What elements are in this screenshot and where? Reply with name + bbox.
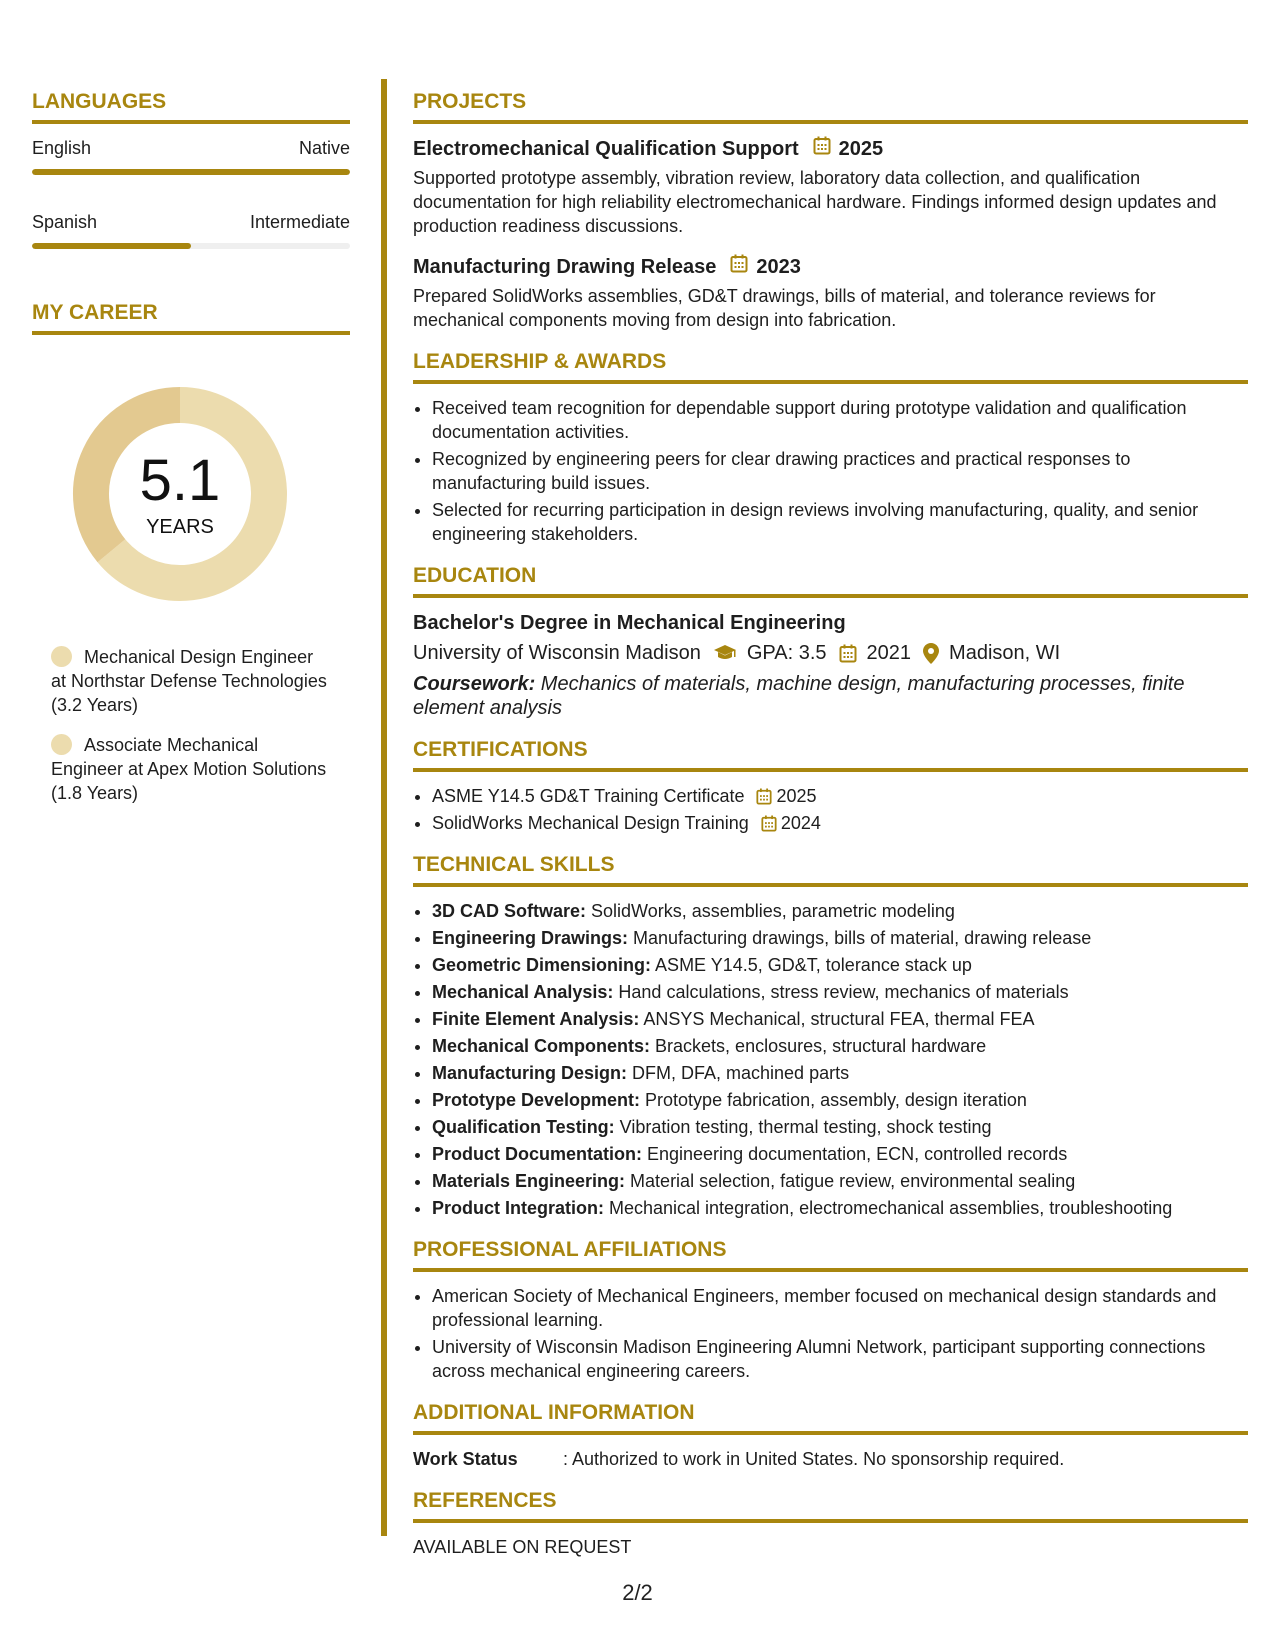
proficiency-fill xyxy=(32,243,191,249)
school-name: University of Wisconsin Madison xyxy=(413,642,701,664)
career-role xyxy=(51,645,331,717)
list-item xyxy=(432,1142,1248,1166)
proficiency-bar xyxy=(32,169,350,175)
career-role-text: Associate Mechanical Engineer at Apex Motion Solutions (1.8 Years) xyxy=(51,735,327,803)
coursework-label: Coursework: xyxy=(413,673,536,695)
skill-value: DFM, DFA, machined parts xyxy=(627,1063,850,1083)
work-status-row xyxy=(413,1447,1248,1471)
project-name: Manufacturing Drawing Release xyxy=(413,256,717,278)
skill-label: Qualification Testing: xyxy=(432,1117,615,1137)
career-legend xyxy=(51,645,331,805)
project-item xyxy=(413,254,1248,332)
location-pin-icon xyxy=(923,643,939,664)
list-item xyxy=(432,1169,1248,1193)
cert-year: 2024 xyxy=(780,813,821,833)
project-name: Electromechanical Qualification Support xyxy=(413,138,799,160)
list-item xyxy=(432,926,1248,950)
project-description: Prepared SolidWorks assemblies, GD&T drawings, bills of material, and tolerance reviews for mechanical components moving from design into fabrication. xyxy=(413,286,1156,330)
certifications-section xyxy=(413,736,1248,835)
skill-value: Prototype fabrication, assembly, design iteration xyxy=(640,1090,1027,1110)
proficiency-fill xyxy=(32,169,350,175)
list-item xyxy=(432,1061,1248,1085)
skill-value: ANSYS Mechanical, structural FEA, thermal FEA xyxy=(639,1009,1035,1029)
graduation-year: 2021 xyxy=(866,642,912,664)
left-column xyxy=(32,88,350,821)
project-year: 2023 xyxy=(756,256,801,278)
affiliations-title: PROFESSIONAL AFFILIATIONS xyxy=(413,1236,1248,1272)
affiliations-section xyxy=(413,1236,1248,1383)
skills-section xyxy=(413,851,1248,1220)
references-title: REFERENCES xyxy=(413,1487,1248,1523)
language-level: Intermediate xyxy=(249,212,350,232)
skill-label: 3D CAD Software: xyxy=(432,901,587,921)
leadership-list xyxy=(413,396,1248,546)
work-status-label: Work Status xyxy=(413,1449,518,1469)
career-donut-chart xyxy=(65,379,295,609)
calendar-icon xyxy=(839,644,857,663)
certifications-list xyxy=(413,784,1248,835)
references-text: AVAILABLE ON REQUEST xyxy=(413,1537,632,1557)
additional-section xyxy=(413,1399,1248,1471)
list-item: • University of Wisconsin Madison Engineering Alumni Network, participant supporting connections across mechanical engineering careers. xyxy=(432,1335,1248,1383)
skill-label: Engineering Drawings: xyxy=(432,928,629,948)
skills-title: TECHNICAL SKILLS xyxy=(413,851,1248,887)
language-name: English xyxy=(32,138,92,158)
proficiency-bar xyxy=(32,243,350,249)
skill-value: Engineering documentation, ECN, controlled records xyxy=(642,1144,1068,1164)
list-item xyxy=(432,953,1248,977)
career-total-years: 5.1 xyxy=(139,448,221,513)
education-title: EDUCATION xyxy=(413,562,1248,598)
list-item xyxy=(432,784,1248,808)
list-item: • Received team recognition for dependable support during prototype validation and qualification documentation activities. xyxy=(432,396,1248,444)
language-name: Spanish xyxy=(32,212,98,232)
list-item xyxy=(432,1088,1248,1112)
skill-label: Geometric Dimensioning: xyxy=(432,955,652,975)
list-item xyxy=(432,1034,1248,1058)
list-item: • Selected for recurring participation in design reviews involving manufacturing, quality, and senior engineering stakeholders. xyxy=(432,498,1248,546)
coursework xyxy=(413,672,1248,720)
cert-year: 2025 xyxy=(776,786,817,806)
skill-value: Hand calculations, stress review, mechanics of materials xyxy=(613,982,1069,1002)
list-item: • American Society of Mechanical Engineers, member focused on mechanical design standards and professional learning. xyxy=(432,1284,1248,1332)
skill-value: ASME Y14.5, GD&T, tolerance stack up xyxy=(651,955,972,975)
graduation-cap-icon xyxy=(713,644,737,662)
skill-value: Mechanical integration, electromechanical assemblies, troubleshooting xyxy=(604,1198,1173,1218)
skill-value: Brackets, enclosures, structural hardware xyxy=(650,1036,987,1056)
coursework-text: Mechanics of materials, machine design, manufacturing processes, finite element analysis xyxy=(413,673,1185,719)
additional-title: ADDITIONAL INFORMATION xyxy=(413,1399,1248,1435)
skill-label: Product Documentation: xyxy=(432,1144,642,1164)
affiliations-list xyxy=(413,1284,1248,1383)
calendar-icon xyxy=(813,136,831,162)
calendar-icon xyxy=(756,788,772,805)
list-item xyxy=(432,1007,1248,1031)
leadership-title: LEADERSHIP & AWARDS xyxy=(413,348,1248,384)
skill-value: Material selection, fatigue review, environmental sealing xyxy=(625,1171,1076,1191)
cert-name: • SolidWorks Mechanical Design Training xyxy=(432,813,749,833)
degree-title: Bachelor's Degree in Mechanical Engineering xyxy=(413,612,846,634)
languages-title: LANGUAGES xyxy=(32,88,350,124)
list-item xyxy=(432,811,1248,835)
legend-dot xyxy=(51,734,72,755)
language-spanish xyxy=(32,210,350,249)
career-role xyxy=(51,733,331,805)
list-item xyxy=(432,980,1248,1004)
projects-title: PROJECTS xyxy=(413,88,1248,124)
project-year: 2025 xyxy=(838,138,884,160)
list-item xyxy=(432,899,1248,923)
career-title: MY CAREER xyxy=(32,299,350,335)
school-location: Madison, WI xyxy=(949,642,1061,664)
language-level: Native xyxy=(298,138,350,158)
projects-section xyxy=(413,88,1248,332)
project-description: Supported prototype assembly, vibration review, laboratory data collection, and qualification documentation for high reliability electromechanical hardware. Findings informed design updates and production readiness discussions. xyxy=(413,168,1217,236)
skill-label: Prototype Development: xyxy=(432,1090,641,1110)
legend-dot xyxy=(51,646,72,667)
skill-value: Manufacturing drawings, bills of material, drawing release xyxy=(628,928,1092,948)
skill-label: Product Integration: xyxy=(432,1198,604,1218)
gpa: GPA: 3.5 xyxy=(746,642,827,664)
work-status-value: : Authorized to work in United States. No sponsorship required. xyxy=(563,1449,1065,1469)
list-item: • Recognized by engineering peers for clear drawing practices and practical responses to manufacturing build issues. xyxy=(432,447,1248,495)
cert-name: • ASME Y14.5 GD&T Training Certificate xyxy=(432,786,745,806)
career-years-unit: YEARS xyxy=(146,516,214,538)
column-divider xyxy=(381,79,387,1536)
skill-label: Manufacturing Design: xyxy=(432,1063,628,1083)
education-details xyxy=(413,640,1248,666)
calendar-icon xyxy=(730,254,748,280)
references-section xyxy=(413,1487,1248,1559)
list-item xyxy=(432,1115,1248,1139)
right-column xyxy=(413,88,1248,1575)
skill-label: Finite Element Analysis: xyxy=(432,1009,640,1029)
skill-label: Mechanical Analysis: xyxy=(432,982,614,1002)
skill-value: SolidWorks, assemblies, parametric modeling xyxy=(586,901,955,921)
career-role-text: Mechanical Design Engineer at Northstar Defense Technologies (3.2 Years) xyxy=(51,647,327,715)
list-item xyxy=(432,1196,1248,1220)
skill-label: Materials Engineering: xyxy=(432,1171,626,1191)
page-number: 2/2 xyxy=(622,1580,653,1605)
leadership-section xyxy=(413,348,1248,546)
certifications-title: CERTIFICATIONS xyxy=(413,736,1248,772)
education-section xyxy=(413,562,1248,720)
skills-list xyxy=(413,899,1248,1220)
skill-label: Mechanical Components: xyxy=(432,1036,651,1056)
language-english xyxy=(32,136,350,175)
skill-value: Vibration testing, thermal testing, shock testing xyxy=(614,1117,992,1137)
project-item xyxy=(413,136,1248,238)
calendar-icon xyxy=(761,815,777,832)
